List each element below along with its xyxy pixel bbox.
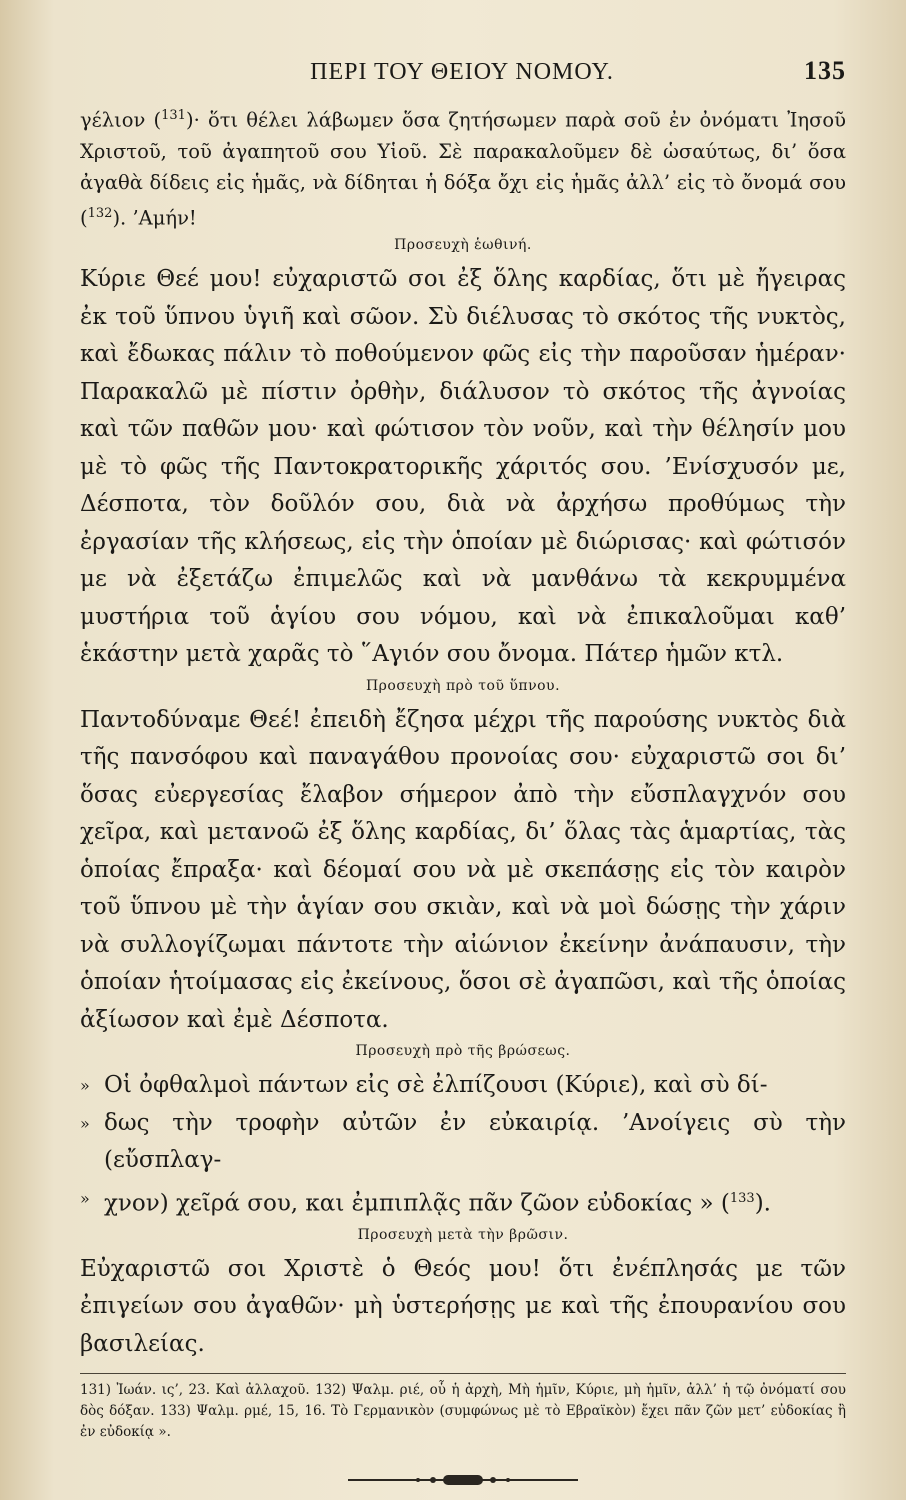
page-number: 135 — [804, 56, 846, 85]
footnote-ref-133: 133 — [729, 1190, 755, 1206]
footnote-ref-131: 131 — [161, 108, 186, 123]
intro-paragraph — [80, 100, 846, 233]
section-heading-night: Προσευχὴ πρὸ τοῦ ὕπνου. — [365, 677, 561, 694]
running-title: ΠΕΡΙ ΤΟΥ ΘΕΙΟΥ ΝΟΜΟΥ. — [310, 59, 614, 85]
intro-text-b: )· ὅτι θέλει λάβωμεν ὅσα ζητήσωμεν παρὰ σοῦ ἐν ὀνόματι Ἰησοῦ Χριστοῦ, τοῦ ἀγαπητοῦ σου Υἱοῦ. Σὲ παρακαλοῦμεν δὲ ὡσαύτως, δι’ ὅσα ἀγαθὰ δίδεις εἰς ἡμᾶς, νὰ δίδηται ἡ δόξα ὄχι εἰς ἡμᾶς ἀλλ’ εἰς τὸ ὄνομά σου ( — [80, 108, 846, 229]
quote-mark: » — [80, 1188, 90, 1208]
footnotes: 131) Ἰωάν. ις’, 23. Καὶ ἀλλαχοῦ. 132) Ψαλμ. ριέ, οὗ ἡ ἀρχὴ, Μὴ ἡμῖν, Κύριε, μὴ ἡμῖν, ἀλλ’ ἡ τῷ ὀνόματί σου δὸς δόξαν. 133) Ψαλμ. ρμέ, 15, 16. Τὸ Γερμανικὸν (συμφώνως μὲ τὸ Εβραϊκὸν) ἔχει πᾶν ζῶν μετ’ εὐδοκίας ἢ ἐν εὐδοκίᾳ ». — [80, 1382, 846, 1441]
psalm-quote — [80, 1067, 846, 1223]
intro-text-a: γέλιον ( — [80, 108, 162, 132]
ornament-icon — [348, 1473, 578, 1487]
running-header — [80, 56, 846, 86]
intro-text-c: ). ’Αμήν! — [112, 206, 197, 229]
section-heading-after-meal: Προσευχὴ μετὰ τὴν βρῶσιν. — [357, 1226, 569, 1243]
quote-mark: » — [80, 1076, 90, 1095]
after-meal-prayer-text: Εὐχαριστῶ σοι Χριστὲ ὁ Θεός μου! ὅτι ἐνέπλησάς με τῶν ἐπιγείων σου ἀγαθῶν· μὴ ὑστερήσῃς με καὶ τῆς ἐπουρανίου σου βασιλείας. — [80, 1255, 846, 1357]
psalm-line-1: » Οἱ ὀφθαλμοὶ πάντων εἰς σὲ ἐλπίζουσι (Κύριε), καὶ σὺ δί- — [104, 1067, 846, 1105]
psalm-line-2: » δως τὴν τροφὴν αὐτῶν ἐν εὐκαιρίᾳ. ’Ανοίγεις σὺ τὴν (εὔσπλαγ- — [104, 1105, 846, 1180]
morning-prayer-text: Κύριε Θεέ μου! εὐχαριστῶ σοι ἐξ ὅλης καρδίας, ὅτι μὲ ἤγειρας ἐκ τοῦ ὕπνου ὑγιῆ καὶ σῶον. Σὺ διέλυσας τὸ σκότος τῆς νυκτὸς, καὶ ἔδωκας πάλιν τὸ ποθούμενον φῶς εἰς τὴν παροῦσαν ἡμέραν· Παρακαλῶ μὲ πίστιν ὀρθὴν, διάλυσον τὸ σκότος τῆς ἀγνοίας καὶ τῶν παθῶν μου· καὶ φώτισον τὸν νοῦν, καὶ τὴν θέλησίν μου μὲ τὸ φῶς τῆς Παντοκρατορικῆς χάριτός σου. ’Ενίσχυσόν με, Δέσποτα, τὸν δοῦλόν σου, διὰ νὰ ἀρχήσω προθύμως τὴν ἐργασίαν τῆς κλήσεως, εἰς τὴν ὁποίαν μὲ διώρισας· καὶ φώτισόν με νὰ ἐξετάζω ἐπιμελῶς καὶ νὰ μανθάνω τὰ κεκρυμμένα μυστήρια τοῦ ἁγίου σου νόμου, καὶ νὰ ἐπικαλοῦμαι καθ’ ἑκάστην μετὰ χαρᾶς τὸ ῞Αγιόν σου ὄνομα. Πάτερ ἡμῶν κτλ. — [80, 266, 846, 667]
footnote-ref-132: 132 — [87, 205, 113, 221]
night-prayer-text: Παντοδύναμε Θεέ! ἐπειδὴ ἔζησα μέχρι τῆς παρούσης νυκτὸς διὰ τῆς πανσόφου καὶ παναγάθου προνοίας σου· εὐχαριστῶ σοι δι’ ὅσας εὐεργεσίας ἔλαβον σήμερον ἀπὸ τὴν εὔσπλαγχνόν σου χεῖρα, καὶ μετανοῶ ἐξ ὅλης καρδίας, δι’ ὅλας τὰς ἁμαρτίας, τὰς ὁποίας ἔπραξα· καὶ δέομαί σου νὰ μὲ σκεπάσῃς εἰς τὸν καιρὸν τοῦ ὕπνου μὲ τὴν ἁγίαν σου σκιὰν, καὶ νὰ μοὶ δώσῃς τὴν χάριν νὰ συλλογίζωμαι πάντοτε τὴν αἰώνιον ἐκείνην ἀνάπαυσιν, τὴν ὁποίαν ἡτοίμασας εἰς ἐκείνους, ὅσοι σὲ ἀγαπῶσι, καὶ τῆς ὁποίας ἀξίωσον καὶ ἐμὲ Δέσποτα. — [80, 706, 846, 1033]
section-heading-before-meal: Προσευχὴ πρὸ τῆς βρώσεως. — [355, 1043, 571, 1059]
section-heading-morning: Προσευχὴ ἑωθινή. — [394, 237, 532, 253]
quote-mark: » — [80, 1113, 90, 1133]
psalm-line-3: » χνον) χεῖρά σου, και ἐμπιπλᾷς πᾶν ζῶον εὐδοκίας » ($^{133}$). — [104, 1180, 846, 1223]
footnote-divider — [80, 1373, 846, 1374]
tailpiece-ornament — [348, 1473, 578, 1487]
